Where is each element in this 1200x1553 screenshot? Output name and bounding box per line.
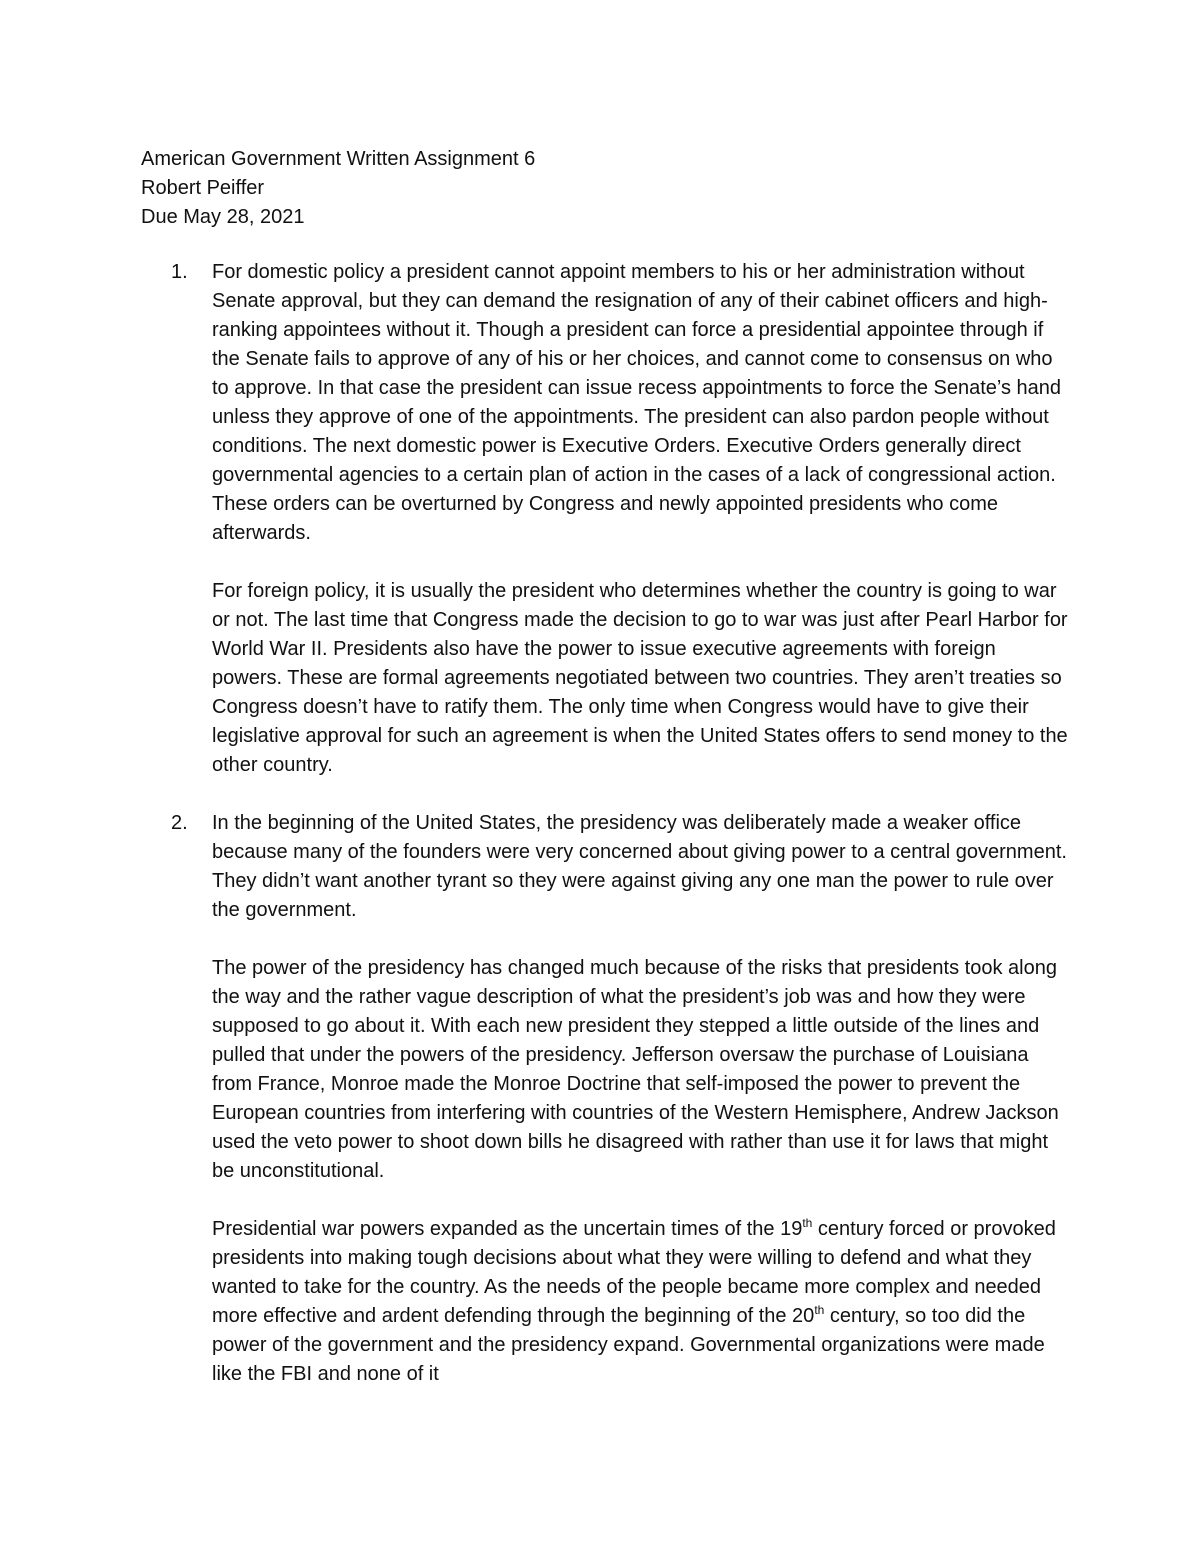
paragraph [212,1215,1071,1389]
paragraph: In the beginning of the United States, the presidency was deliberately made a weaker office because many of the founders were very concerned about giving power to a central government. They didn’t want another tyrant so they were against giving any one man the power to rule over the government. [212,812,1067,921]
text-run: century, so too did the power of the government and the presidency expand. Governmental organizations were made like the FBI and none of it [212,1305,1045,1385]
paragraph: The power of the presidency has changed much because of the risks that presidents took along the way and the rather vague description of what the president’s job was and how they were supposed to go about it. With each new president they stepped a little outside of the lines and pulled that under the powers of the presidency. Jefferson oversaw the purchase of Louisiana from France, Monroe made the Monroe Doctrine that self-imposed the power to prevent the European countries from interfering with countries of the Western Hemisphere, Andrew Jackson used the veto power to shoot down bills he disagreed with rather than use it for laws that might be unconstitutional. [212,957,1059,1182]
author-name: Robert Peiffer [141,177,265,199]
document-header [141,145,535,232]
paragraph: For foreign policy, it is usually the president who determines whether the country is going to war or not. The last time that Congress made the decision to go to war was just after Pearl Harbor for World War II. Presidents also have the power to issue executive agreements with foreign powers. These are formal agreements negotiated between two countries. They aren’t treaties so Congress doesn’t have to ratify them. The only time when Congress would have to give their legislative approval for such an agreement is when the United States offers to send money to the other country. [212,580,1068,776]
text-run: Presidential war powers expanded as the uncertain times of the 19 [212,1218,803,1240]
text-run: century forced or provoked presidents into making tough decisions about what they were willing to defend and what they wanted to take for the country. As the needs of the people became more complex and needed more effective and ardent defending through the beginning of the 20 [212,1218,1056,1327]
item-number: 1. [171,261,188,283]
answer-list [141,258,1071,1389]
paragraph: For domestic policy a president cannot appoint members to his or her administration without Senate approval, but they can demand the resignation of any of their cabinet officers and high-ranking appointees without it. Though a president can force a presidential appointee through if the Senate fails to approve of any of his or her choices, and cannot come to consensus on who to approve. In that case the president can issue recess appointments to force the Senate’s hand unless they approve of one of the appointments. The president can also pardon people without conditions. The next domestic power is Executive Orders. Executive Orders generally direct governmental agencies to a certain plan of action in the cases of a lack of congressional action. These orders can be overturned by Congress and newly appointed presidents who come afterwards. [212,261,1062,544]
document-title: American Government Written Assignment 6 [141,148,536,170]
item-number: 2. [171,812,188,834]
superscript: th [802,1216,813,1230]
answer-item-1 [141,258,1071,780]
answer-item-2 [141,809,1071,1389]
superscript: th [814,1303,825,1317]
due-date: Due May 28, 2021 [141,206,305,228]
